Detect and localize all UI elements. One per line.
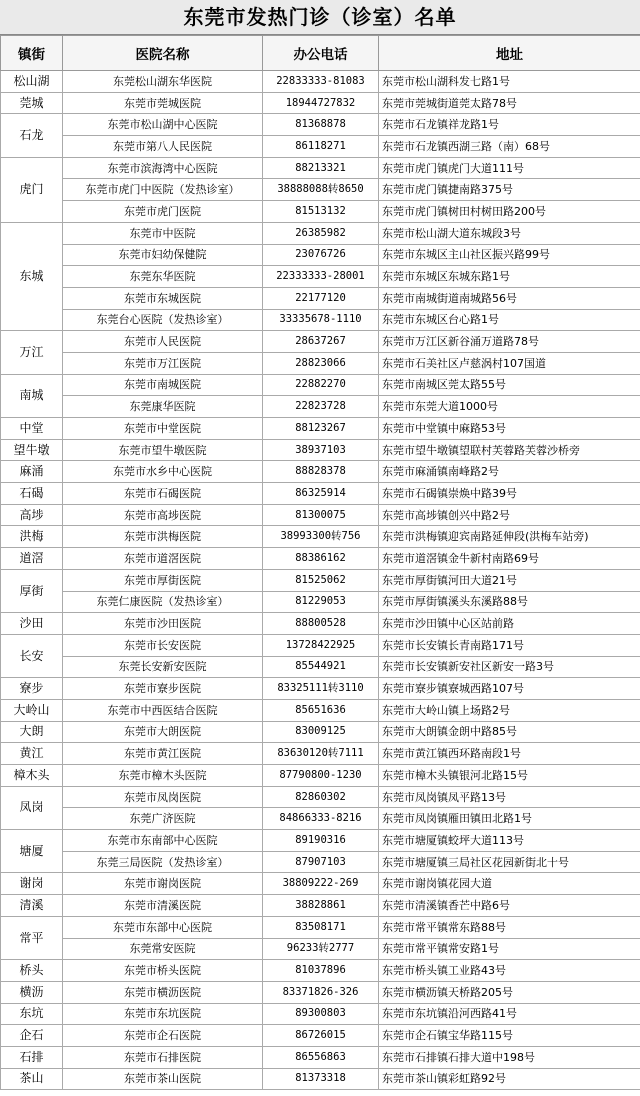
town-cell: 东城 — [1, 222, 63, 330]
phone-cell: 88828378 — [263, 461, 379, 483]
phone-cell: 18944727832 — [263, 92, 379, 114]
town-cell: 南城 — [1, 374, 63, 417]
phone-cell: 87790800-1230 — [263, 765, 379, 787]
phone-cell: 86118271 — [263, 136, 379, 158]
table-row — [1, 1003, 640, 1025]
address-cell: 东莞市沙田镇中心区站前路 — [379, 613, 640, 635]
hospital-name-cell: 东莞市大朗医院 — [63, 721, 263, 743]
table-row — [1, 136, 640, 158]
phone-cell: 89190316 — [263, 830, 379, 852]
table-row — [1, 569, 640, 591]
town-cell: 茶山 — [1, 1068, 63, 1090]
hospital-name-cell: 东莞三局医院（发热诊室） — [63, 851, 263, 873]
hospital-name-cell: 东莞市中医院 — [63, 222, 263, 244]
hospital-name-cell: 东莞市水乡中心医院 — [63, 461, 263, 483]
town-cell: 黄江 — [1, 743, 63, 765]
address-cell: 东莞市东城区主山社区振兴路99号 — [379, 244, 640, 266]
address-cell: 东莞市企石镇宝华路115号 — [379, 1025, 640, 1047]
table-row — [1, 374, 640, 396]
town-cell: 中堂 — [1, 418, 63, 440]
hospital-name-cell: 东莞市桥头医院 — [63, 960, 263, 982]
table-row — [1, 244, 640, 266]
table-row — [1, 222, 640, 244]
phone-cell: 81300075 — [263, 504, 379, 526]
phone-cell: 38993300转756 — [263, 526, 379, 548]
address-cell: 东莞市厚街镇河田大道21号 — [379, 569, 640, 591]
address-cell: 东莞市凤岗镇凤平路13号 — [379, 786, 640, 808]
table-row — [1, 678, 640, 700]
table-row — [1, 960, 640, 982]
phone-cell: 81513132 — [263, 201, 379, 223]
page-title: 东莞市发热门诊（诊室）名单 — [0, 0, 640, 35]
phone-cell: 81525062 — [263, 569, 379, 591]
address-cell: 东莞市樟木头镇银河北路15号 — [379, 765, 640, 787]
town-cell: 大岭山 — [1, 699, 63, 721]
phone-cell: 22882270 — [263, 374, 379, 396]
table-row — [1, 916, 640, 938]
town-cell: 石排 — [1, 1046, 63, 1068]
phone-cell: 22333333-28001 — [263, 266, 379, 288]
table-body — [1, 71, 640, 1090]
hospital-name-cell: 东莞市黄江医院 — [63, 743, 263, 765]
address-cell: 东莞市道滘镇金牛新村南路69号 — [379, 548, 640, 570]
town-cell: 东坑 — [1, 1003, 63, 1025]
address-cell: 东莞市南城区莞太路55号 — [379, 374, 640, 396]
town-cell: 沙田 — [1, 613, 63, 635]
header-town: 镇街 — [1, 36, 63, 71]
phone-cell: 22177120 — [263, 287, 379, 309]
hospital-name-cell: 东莞市沙田医院 — [63, 613, 263, 635]
phone-cell: 28823066 — [263, 352, 379, 374]
town-cell: 麻涌 — [1, 461, 63, 483]
phone-cell: 38937103 — [263, 439, 379, 461]
address-cell: 东莞市石排镇石排大道中198号 — [379, 1046, 640, 1068]
hospital-name-cell: 东莞市樟木头医院 — [63, 765, 263, 787]
table-row — [1, 461, 640, 483]
clinic-table — [0, 35, 640, 1090]
hospital-name-cell: 东莞台心医院（发热诊室） — [63, 309, 263, 331]
hospital-name-cell: 东莞市凤岗医院 — [63, 786, 263, 808]
hospital-name-cell: 东莞市中堂医院 — [63, 418, 263, 440]
address-cell: 东莞市石龙镇祥龙路1号 — [379, 114, 640, 136]
address-cell: 东莞市东城区东城东路1号 — [379, 266, 640, 288]
table-row — [1, 656, 640, 678]
table-row — [1, 765, 640, 787]
table-row — [1, 981, 640, 1003]
address-cell: 东莞市万江区新谷涌万道路78号 — [379, 331, 640, 353]
hospital-name-cell: 东莞市企石医院 — [63, 1025, 263, 1047]
table-row — [1, 699, 640, 721]
town-cell: 塘厦 — [1, 830, 63, 873]
header-row — [1, 36, 640, 71]
phone-cell: 81037896 — [263, 960, 379, 982]
phone-cell: 83325111转3110 — [263, 678, 379, 700]
address-cell: 东莞市长安镇新安社区新安一路3号 — [379, 656, 640, 678]
table-row — [1, 418, 640, 440]
town-cell: 清溪 — [1, 895, 63, 917]
hospital-name-cell: 东莞市莞城医院 — [63, 92, 263, 114]
town-cell: 厚街 — [1, 569, 63, 612]
address-cell: 东莞市长安镇长青南路171号 — [379, 634, 640, 656]
phone-cell: 86556863 — [263, 1046, 379, 1068]
phone-cell: 38809222-269 — [263, 873, 379, 895]
address-cell: 东莞市望牛墩镇望联村芙蓉路芙蓉沙桥旁 — [379, 439, 640, 461]
address-cell: 东莞市莞城街道莞太路78号 — [379, 92, 640, 114]
address-cell: 东莞市虎门镇树田村树田路200号 — [379, 201, 640, 223]
address-cell: 东莞市洪梅镇迎宾南路延伸段(洪梅车站旁) — [379, 526, 640, 548]
table-row — [1, 613, 640, 635]
table-row — [1, 548, 640, 570]
town-cell: 莞城 — [1, 92, 63, 114]
address-cell: 东莞市东莞大道1000号 — [379, 396, 640, 418]
table-row — [1, 352, 640, 374]
town-cell: 道滘 — [1, 548, 63, 570]
table-row — [1, 179, 640, 201]
phone-cell: 83508171 — [263, 916, 379, 938]
header-phone: 办公电话 — [263, 36, 379, 71]
table-row — [1, 71, 640, 93]
town-cell: 常平 — [1, 916, 63, 959]
table-row — [1, 721, 640, 743]
address-cell: 东莞市石龙镇西湖三路（南）68号 — [379, 136, 640, 158]
phone-cell: 33335678-1110 — [263, 309, 379, 331]
town-cell: 谢岗 — [1, 873, 63, 895]
hospital-name-cell: 东莞市望牛墩医院 — [63, 439, 263, 461]
hospital-name-cell: 东莞市松山湖中心医院 — [63, 114, 263, 136]
table-row — [1, 808, 640, 830]
address-cell: 东莞市虎门镇虎门大道111号 — [379, 157, 640, 179]
hospital-name-cell: 东莞市虎门医院 — [63, 201, 263, 223]
table-row — [1, 287, 640, 309]
hospital-name-cell: 东莞市东坑医院 — [63, 1003, 263, 1025]
town-cell: 万江 — [1, 331, 63, 374]
town-cell: 虎门 — [1, 157, 63, 222]
phone-cell: 81373318 — [263, 1068, 379, 1090]
hospital-name-cell: 东莞市石排医院 — [63, 1046, 263, 1068]
header-hospital-name: 医院名称 — [63, 36, 263, 71]
hospital-name-cell: 东莞松山湖东华医院 — [63, 71, 263, 93]
address-cell: 东莞市大岭山镇上场路2号 — [379, 699, 640, 721]
town-cell: 企石 — [1, 1025, 63, 1047]
table-row — [1, 309, 640, 331]
table-row — [1, 439, 640, 461]
hospital-name-cell: 东莞长安新安医院 — [63, 656, 263, 678]
hospital-name-cell: 东莞市洪梅医院 — [63, 526, 263, 548]
phone-cell: 81368878 — [263, 114, 379, 136]
phone-cell: 88386162 — [263, 548, 379, 570]
hospital-name-cell: 东莞市万江医院 — [63, 352, 263, 374]
address-cell: 东莞市虎门镇捷南路375号 — [379, 179, 640, 201]
address-cell: 东莞市东城区台心路1号 — [379, 309, 640, 331]
hospital-name-cell: 东莞康华医院 — [63, 396, 263, 418]
hospital-name-cell: 东莞市茶山医院 — [63, 1068, 263, 1090]
address-cell: 东莞市凤岗镇雁田镇田北路1号 — [379, 808, 640, 830]
table-row — [1, 873, 640, 895]
address-cell: 东莞市石碣镇崇焕中路39号 — [379, 483, 640, 505]
address-cell: 东莞市清溪镇香芒中路6号 — [379, 895, 640, 917]
table-row — [1, 591, 640, 613]
town-cell: 大朗 — [1, 721, 63, 743]
hospital-name-cell: 东莞广济医院 — [63, 808, 263, 830]
hospital-name-cell: 东莞市东城医院 — [63, 287, 263, 309]
phone-cell: 13728422925 — [263, 634, 379, 656]
table-row — [1, 396, 640, 418]
hospital-name-cell: 东莞市妇幼保健院 — [63, 244, 263, 266]
address-cell: 东莞市东坑镇沿河西路41号 — [379, 1003, 640, 1025]
hospital-name-cell: 东莞市东部中心医院 — [63, 916, 263, 938]
table-row — [1, 483, 640, 505]
hospital-name-cell: 东莞市人民医院 — [63, 331, 263, 353]
table-row — [1, 851, 640, 873]
table-row — [1, 786, 640, 808]
table-row — [1, 634, 640, 656]
phone-cell: 83630120转7111 — [263, 743, 379, 765]
hospital-name-cell: 东莞市第八人民医院 — [63, 136, 263, 158]
table-row — [1, 743, 640, 765]
town-cell: 高埗 — [1, 504, 63, 526]
table-row — [1, 331, 640, 353]
phone-cell: 22833333-81083 — [263, 71, 379, 93]
town-cell: 洪梅 — [1, 526, 63, 548]
phone-cell: 84866333-8216 — [263, 808, 379, 830]
table-row — [1, 938, 640, 960]
hospital-name-cell: 东莞市清溪医院 — [63, 895, 263, 917]
table-row — [1, 504, 640, 526]
hospital-name-cell: 东莞市高埗医院 — [63, 504, 263, 526]
town-cell: 樟木头 — [1, 765, 63, 787]
phone-cell: 38888088转8650 — [263, 179, 379, 201]
hospital-name-cell: 东莞仁康医院（发热诊室） — [63, 591, 263, 613]
address-cell: 东莞市横沥镇天桥路205号 — [379, 981, 640, 1003]
hospital-name-cell: 东莞市谢岗医院 — [63, 873, 263, 895]
phone-cell: 38828861 — [263, 895, 379, 917]
phone-cell: 88123267 — [263, 418, 379, 440]
table-row — [1, 1046, 640, 1068]
address-cell: 东莞市常平镇常东路88号 — [379, 916, 640, 938]
town-cell: 桥头 — [1, 960, 63, 982]
hospital-name-cell: 东莞市横沥医院 — [63, 981, 263, 1003]
phone-cell: 88800528 — [263, 613, 379, 635]
address-cell: 东莞市大朗镇金朗中路85号 — [379, 721, 640, 743]
address-cell: 东莞市松山湖大道东城段3号 — [379, 222, 640, 244]
town-cell: 长安 — [1, 634, 63, 677]
phone-cell: 86325914 — [263, 483, 379, 505]
town-cell: 石碣 — [1, 483, 63, 505]
address-cell: 东莞市谢岗镇花园大道 — [379, 873, 640, 895]
town-cell: 松山湖 — [1, 71, 63, 93]
hospital-name-cell: 东莞市虎门中医院（发热诊室） — [63, 179, 263, 201]
address-cell: 东莞市塘厦镇三局社区花园新街北十号 — [379, 851, 640, 873]
address-cell: 东莞市桥头镇工业路43号 — [379, 960, 640, 982]
address-cell: 东莞市塘厦镇蛟坪大道113号 — [379, 830, 640, 852]
phone-cell: 86726015 — [263, 1025, 379, 1047]
phone-cell: 85544921 — [263, 656, 379, 678]
town-cell: 望牛墩 — [1, 439, 63, 461]
address-cell: 东莞市中堂镇中麻路53号 — [379, 418, 640, 440]
table-row — [1, 1068, 640, 1090]
address-cell: 东莞市麻涌镇南峰路2号 — [379, 461, 640, 483]
town-cell: 凤岗 — [1, 786, 63, 829]
hospital-name-cell: 东莞市滨海湾中心医院 — [63, 157, 263, 179]
phone-cell: 87907103 — [263, 851, 379, 873]
phone-cell: 96233转2777 — [263, 938, 379, 960]
phone-cell: 89300803 — [263, 1003, 379, 1025]
phone-cell: 23076726 — [263, 244, 379, 266]
table-row — [1, 526, 640, 548]
address-cell: 东莞市石美社区卢慈涡村107国道 — [379, 352, 640, 374]
hospital-name-cell: 东莞市厚街医院 — [63, 569, 263, 591]
hospital-name-cell: 东莞市南城医院 — [63, 374, 263, 396]
table-row — [1, 830, 640, 852]
phone-cell: 83009125 — [263, 721, 379, 743]
address-cell: 东莞市南城街道南城路56号 — [379, 287, 640, 309]
phone-cell: 22823728 — [263, 396, 379, 418]
hospital-name-cell: 东莞常安医院 — [63, 938, 263, 960]
address-cell: 东莞市厚街镇溪头东溪路88号 — [379, 591, 640, 613]
table-row — [1, 266, 640, 288]
table-row — [1, 157, 640, 179]
town-cell: 寮步 — [1, 678, 63, 700]
hospital-name-cell: 东莞东华医院 — [63, 266, 263, 288]
phone-cell: 85651636 — [263, 699, 379, 721]
phone-cell: 28637267 — [263, 331, 379, 353]
address-cell: 东莞市高埗镇创兴中路2号 — [379, 504, 640, 526]
address-cell: 东莞市常平镇常安路1号 — [379, 938, 640, 960]
phone-cell: 81229053 — [263, 591, 379, 613]
hospital-name-cell: 东莞市中西医结合医院 — [63, 699, 263, 721]
town-cell: 横沥 — [1, 981, 63, 1003]
address-cell: 东莞市茶山镇彩虹路92号 — [379, 1068, 640, 1090]
hospital-name-cell: 东莞市道滘医院 — [63, 548, 263, 570]
phone-cell: 88213321 — [263, 157, 379, 179]
hospital-name-cell: 东莞市寮步医院 — [63, 678, 263, 700]
town-cell: 石龙 — [1, 114, 63, 157]
address-cell: 东莞市黄江镇西环路南段1号 — [379, 743, 640, 765]
table-row — [1, 895, 640, 917]
phone-cell: 26385982 — [263, 222, 379, 244]
table-row — [1, 1025, 640, 1047]
address-cell: 东莞市松山湖科发七路1号 — [379, 71, 640, 93]
hospital-name-cell: 东莞市东南部中心医院 — [63, 830, 263, 852]
phone-cell: 83371826-326 — [263, 981, 379, 1003]
address-cell: 东莞市寮步镇寮城西路107号 — [379, 678, 640, 700]
table-row — [1, 114, 640, 136]
hospital-name-cell: 东莞市石碣医院 — [63, 483, 263, 505]
phone-cell: 82860302 — [263, 786, 379, 808]
table-row — [1, 92, 640, 114]
header-address: 地址 — [379, 36, 640, 71]
table-row — [1, 201, 640, 223]
hospital-name-cell: 东莞市长安医院 — [63, 634, 263, 656]
